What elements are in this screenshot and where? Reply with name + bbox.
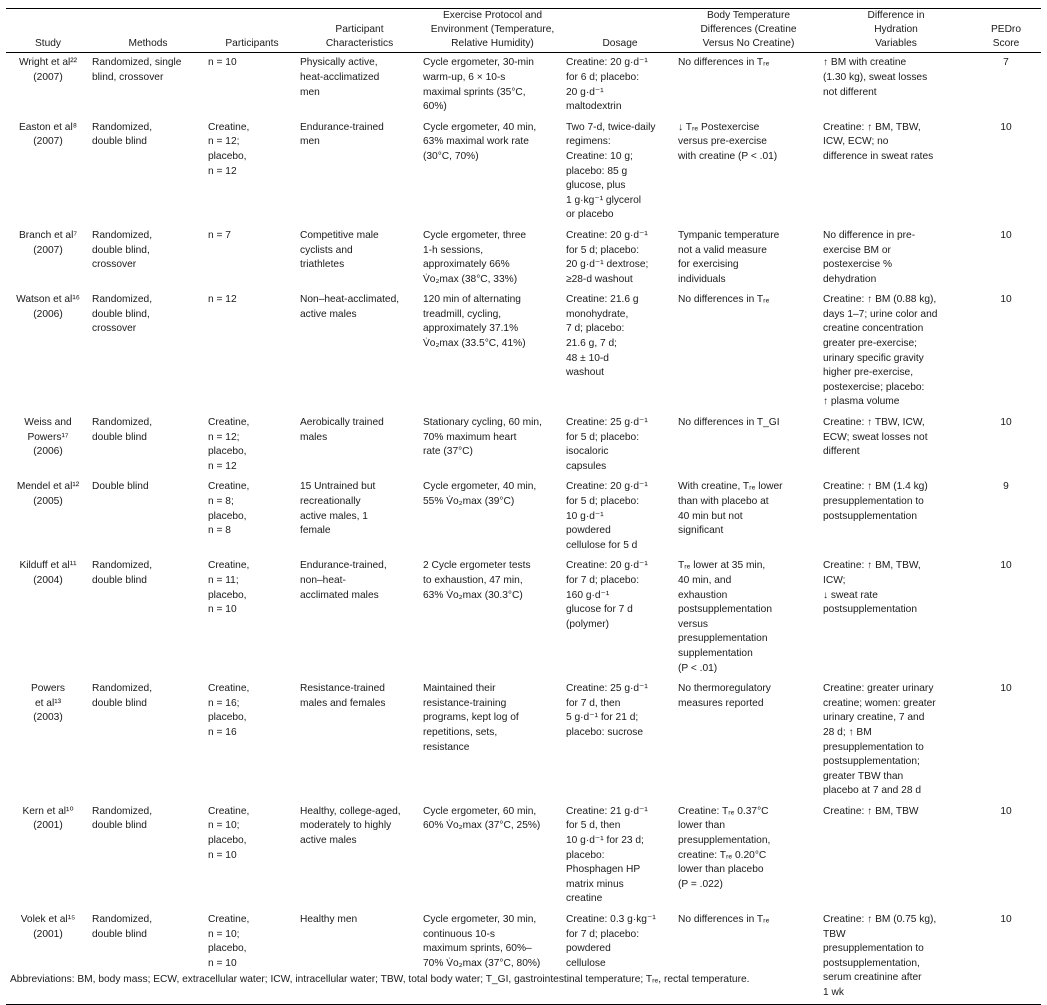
cell-methods: Randomized, double blind [92,417,153,443]
cell-characteristics: Resistance-trained males and females [300,683,386,709]
cell-hydration: ↑ BM with creatine (1.30 kg), sweat losses not different [823,57,928,98]
cell-protocol: Cycle ergometer, 40 min, 55% V̇o₂max (39°C) [423,481,537,508]
cell-protocol: Stationary cycling, 60 min, 70% maximum heart rate (37°C) [423,417,542,458]
cell-participants: n = 7 [208,229,231,241]
cell-characteristics: Healthy, college-aged, moderately to highly active males [300,805,401,847]
creatine-studies-table [6,8,1041,1005]
table-header-row [6,9,1041,53]
cell-dosage: Creatine: 25 g·d⁻¹ for 5 d; placebo: isocaloric capsules [566,417,648,472]
cell-temperature: Creatine: Tᵣₑ 0.37°C lower than presupplementation, creatine: Tᵣₑ 0.20°C lower than placebo (P = .022) [678,805,771,890]
cell-temperature: No differences in Tᵣₑ [678,57,770,69]
cell-study: Volek et al¹⁵ (2001) [20,914,76,940]
table-row [6,53,1041,118]
cell-dosage: Creatine: 21.6 g monohydrate, 7 d; placebo: 21.6 g, 7 d; 48 ± 10-d washout [566,294,639,379]
cell-methods: Randomized, double blind [92,914,153,940]
cell-methods: Randomized, double blind, crossover [92,294,153,335]
cell-participants: n = 12 [208,294,237,306]
table-row [6,556,1041,679]
cell-study: Branch et al⁷ (2007) [18,229,78,256]
cell-pedro: 10 [1000,683,1012,695]
cell-hydration: Creatine: ↑ BM (1.4 kg) presupplementation to postsupplementation [823,481,928,522]
cell-temperature: No differences in Tᵣₑ [678,914,770,926]
cell-protocol: Cycle ergometer, three 1-h sessions, approximately 66% V̇o₂max (38°C, 33%) [423,229,527,285]
column-header-hydration-variables: Difference in Hydration Variables [867,10,925,49]
cell-dosage: Creatine: 0.3 g·kg⁻¹ for 7 d; placebo: powdered cellulose [566,914,656,969]
column-header-body-temperature: Body Temperature Differences (Creatine Versus No Creatine) [700,10,797,49]
table-row [6,226,1041,290]
table-body [6,53,1041,1004]
column-header-methods: Methods [128,37,168,49]
cell-study: Kilduff et al¹¹ (2004) [19,560,77,586]
cell-participants: Creatine, n = 12; placebo, n = 12 [208,121,250,177]
column-header-participant-characteristics: Participant Characteristics [325,23,394,49]
cell-pedro: 7 [1003,57,1009,69]
table-row [6,413,1041,477]
column-header-study: Study [34,37,62,49]
cell-participants: Creatine, n = 12; placebo, n = 12 [208,417,250,472]
cell-dosage: Two 7-d, twice-daily regimens: Creatine: 10 g; placebo: 85 g glucose, plus 1 g·kg⁻¹ glycerol or placebo [566,121,656,221]
cell-study: Kern et al¹⁰ (2001) [22,805,74,832]
cell-pedro: 10 [1000,294,1012,306]
cell-dosage: Creatine: 25 g·d⁻¹ for 7 d, then 5 g·d⁻¹ for 21 d; placebo: sucrose [566,683,648,738]
cell-hydration: Creatine: ↑ BM, TBW, ICW; ↓ sweat rate postsupplementation [823,560,921,616]
column-header-exercise-protocol: Exercise Protocol and Environment (Temperature, Relative Humidity) [430,10,555,49]
cell-protocol: Cycle ergometer, 40 min, 63% maximal work rate (30°C, 70%) [423,121,537,162]
cell-characteristics: 15 Untrained but recreationally active males, 1 female [300,481,376,537]
cell-pedro: 10 [1000,417,1012,429]
cell-hydration: Creatine: ↑ BM, TBW, ICW, ECW; no difference in sweat rates [823,121,934,162]
cell-participants: Creatine, n = 10; placebo, n = 10 [208,914,250,969]
cell-pedro: 10 [1000,914,1012,926]
table-row [6,290,1041,413]
cell-pedro: 9 [1003,481,1009,493]
cell-dosage: Creatine: 20 g·d⁻¹ for 5 d; placebo: 10 g·d⁻¹ powdered cellulose for 5 d [566,481,648,551]
cell-methods: Randomized, double blind [92,560,153,586]
cell-characteristics: Physically active, heat-acclimatized men [300,57,380,98]
table-row [6,910,1041,1004]
cell-hydration: Creatine: greater urinary creatine; women: greater urinary creatine, 7 and 28 d; ↑ BM presupplementation to postsupplementation; greater TBW than placebo at 7 and 28 d [823,683,936,797]
cell-pedro: 10 [1000,560,1012,572]
cell-temperature: No thermoregulatory measures reported [678,683,771,709]
column-header-pedro-score: PEDro Score [990,23,1021,49]
cell-methods: Randomized, single blind, crossover [92,57,182,83]
cell-methods: Randomized, double blind [92,683,153,709]
cell-pedro: 10 [1000,121,1012,133]
table-row [6,118,1041,226]
cell-study: Powers et al¹³ (2003) [31,683,65,724]
cell-methods: Randomized, double blind [92,805,153,832]
cell-temperature: Tympanic temperature not a valid measure for exercising individuals [678,229,780,285]
cell-protocol: Cycle ergometer, 30-min warm-up, 6 × 10-s maximal sprints (35°C, 60%) [423,57,534,113]
cell-temperature: ↓ Tᵣₑ Postexercise versus pre-exercise with creatine (P < .01) [678,121,778,162]
cell-protocol: Cycle ergometer, 30 min, continuous 10-s maximum sprints, 60%– 70% V̇o₂max (37°C, 80%) [423,914,541,969]
cell-participants: Creatine, n = 16; placebo, n = 16 [208,683,250,738]
cell-hydration: Creatine: ↑ TBW, ICW, ECW; sweat losses not different [823,417,928,458]
cell-characteristics: Healthy men [300,914,358,926]
table-footnote: Abbreviations: BM, body mass; ECW, extracellular water; ICW, intracellular water; TBW, total body water; T_GI, gastrointestinal temperature; Tᵣₑ, rectal temperature. [10,974,750,985]
cell-temperature: Tᵣₑ lower at 35 min, 40 min, and exhaustion postsupplementation versus presupplementation supplementation (P < .01) [678,560,773,674]
cell-temperature: No differences in Tᵣₑ [678,294,770,306]
cell-characteristics: Non–heat-acclimated, active males [300,294,400,320]
cell-temperature: With creatine, Tᵣₑ lower than with placebo at 40 min but not significant [678,481,783,537]
cell-study: Easton et al⁸ (2007) [18,121,78,148]
cell-temperature: No differences in T_GI [678,417,780,429]
cell-study: Mendel et al¹² (2005) [16,481,80,508]
cell-pedro: 10 [1000,805,1012,817]
column-header-dosage: Dosage [602,37,638,49]
cell-protocol: 120 min of alternating treadmill, cycling, approximately 37.1% V̇o₂max (33.5°C, 41%) [423,294,526,350]
cell-study: Weiss and Powers¹⁷ (2006) [24,417,72,458]
cell-study: Watson et al¹⁶ (2006) [16,294,80,320]
table-row [6,477,1041,556]
cell-protocol: Cycle ergometer, 60 min, 60% V̇o₂max (37°C, 25%) [423,805,541,832]
cell-methods: Randomized, double blind [92,121,153,148]
table-row [6,679,1041,802]
table-row [6,802,1041,910]
cell-characteristics: Endurance-trained men [300,121,384,148]
cell-protocol: Maintained their resistance-training programs, kept log of repetitions, sets, resistance [423,683,519,753]
column-header-participants: Participants [225,37,279,49]
cell-dosage: Creatine: 20 g·d⁻¹ for 5 d; placebo: 20 g·d⁻¹ dextrose; ≥28-d washout [566,229,649,285]
cell-hydration: Creatine: ↑ BM, TBW [823,805,919,817]
cell-dosage: Creatine: 21 g·d⁻¹ for 5 d, then 10 g·d⁻¹ for 23 d; placebo: Phosphagen HP matrix minus creatine [566,805,648,905]
cell-dosage: Creatine: 20 g·d⁻¹ for 7 d; placebo: 160 g·d⁻¹ glucose for 7 d (polymer) [566,560,648,630]
cell-pedro: 10 [1000,229,1012,241]
cell-dosage: Creatine: 20 g·d⁻¹ for 6 d; placebo: 20 g·d⁻¹ maltodextrin [566,57,648,113]
cell-methods: Double blind [92,481,149,493]
cell-participants: Creatine, n = 11; placebo, n = 10 [208,560,250,616]
cell-characteristics: Endurance-trained, non–heat- acclimated males [300,560,387,601]
cell-participants: n = 10 [208,57,237,69]
cell-hydration: Creatine: ↑ BM (0.75 kg), TBW presupplementation to postsupplementation, serum creatinine after 1 wk [823,914,937,999]
cell-hydration: Creatine: ↑ BM (0.88 kg), days 1–7; urine color and creatine concentration greater pre-exercise; urinary specific gravity higher pre-exercise, postexercise; placebo: ↑ plasma volume [823,294,938,408]
cell-study: Wright et al²² (2007) [18,57,78,83]
cell-protocol: 2 Cycle ergometer tests to exhaustion, 47 min, 63% V̇o₂max (30.3°C) [423,560,531,601]
cell-characteristics: Competitive male cyclists and triathletes [300,229,379,271]
cell-hydration: No difference in pre- exercise BM or postexercise % dehydration [823,229,916,285]
cell-characteristics: Aerobically trained males [300,417,384,443]
cell-participants: Creatine, n = 8; placebo, n = 8 [208,481,250,537]
cell-participants: Creatine, n = 10; placebo, n = 10 [208,805,250,861]
cell-methods: Randomized, double blind, crossover [92,229,153,271]
